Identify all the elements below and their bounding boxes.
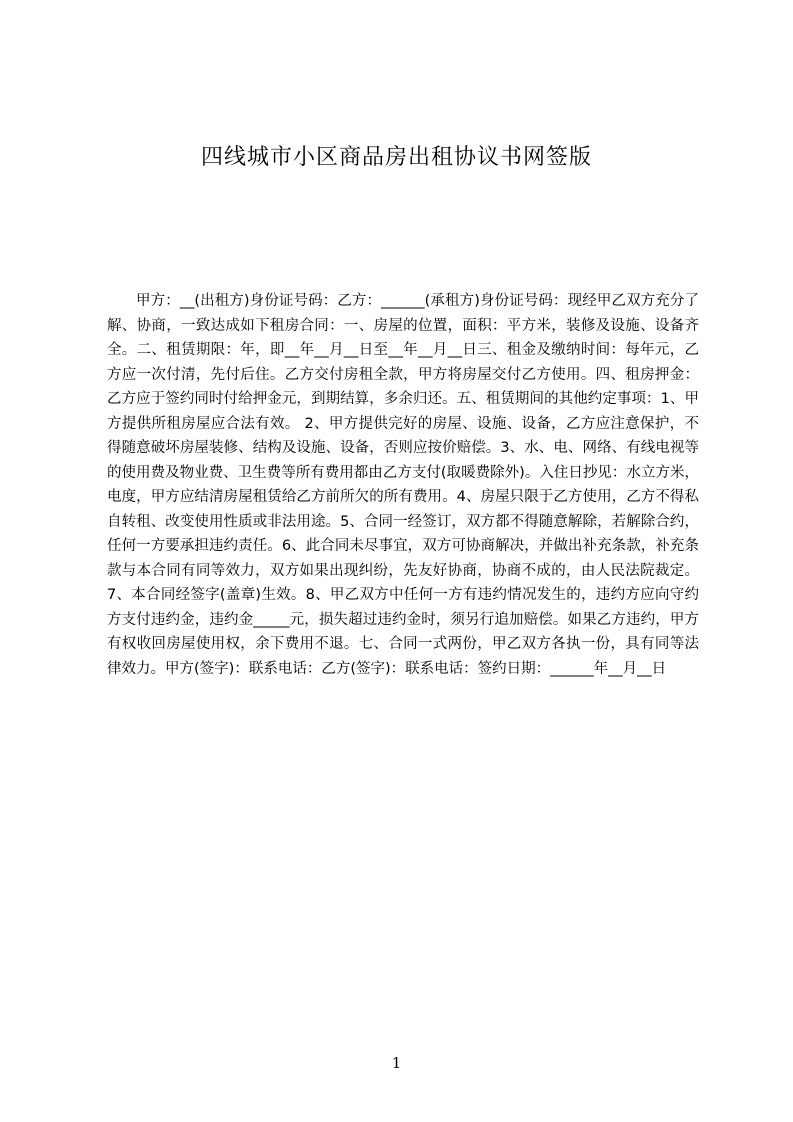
contract-body-text: 甲方：__(出租方)身份证号码：乙方：______(承租方)身份证号码：现经甲乙双方充分了解、协商，一致达成如下租房合同：一、房屋的位置，面积：平方米，装修及设施、设备齐全。二、租赁期限：年，即__年__月__日至__年__月__日三、租金及缴纳时间：每年元，乙方应一次付清，先付后住。乙方交付房租全款，甲方将房屋交付乙方使用。四、租房押金：乙方应于签约同时付给押金元，到期结算，多余归还。五、租赁期间的其他约定事项：1、甲方提供所租房屋应合法有效。 2、甲方提供完好的房屋、设施、设备，乙方应注意保护，不得随意破坏房屋装修、结构及设施、设备，否则应按价赔偿。3、水、电、网络、有线电视等的使用费及物业费、卫生费等所有费用都由乙方支付(取暖费除外)。入住日抄见：水立方米，电度，甲方应结清房屋租赁给乙方前所欠的所有费用。4、房屋只限于乙方使用，乙方不得私自转租、改变使用性质或非法用途。5、合同一经签订，双方都不得随意解除，若解除合约，任何一方要承担违约责任。6、此合同未尽事宜，双方可协商解决，并做出补充条款，补充条款与本合同有同等效力，双方如果出现纠纷，先友好协商，协商不成的，由人民法院裁定。7、本合同经签字(盖章)生效。8、甲乙双方中任何一方有违约情况发生的，违约方应向守约方支付违约金，违约金_____元，损失超过违约金时，须另行追加赔偿。如果乙方违约，甲方有权收回房屋使用权，余下费用不退。七、合同一式两份，甲乙双方各执一份，具有同等法律效力。甲方(签字)：联系电话：乙方(签字)：联系电话：签约日期：______年__月__日	[107, 293, 699, 677]
page-number: 1	[391, 1054, 402, 1072]
document-title: 四线城市小区商品房出租协议书网签版	[200, 145, 592, 170]
